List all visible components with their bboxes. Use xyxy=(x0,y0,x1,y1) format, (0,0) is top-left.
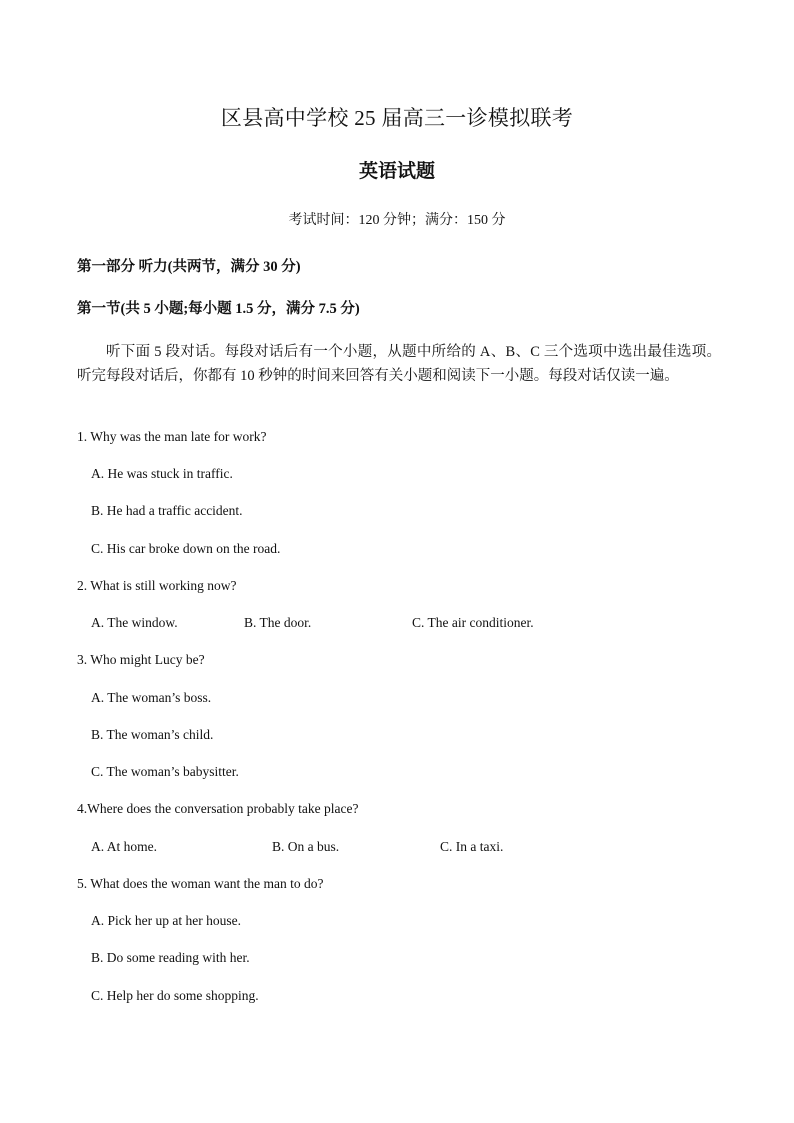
question-2-option-b: B. The door. xyxy=(244,615,312,630)
question-1-stem: 1. Why was the man late for work? xyxy=(77,429,267,444)
question-4-option-b: B. On a bus. xyxy=(272,839,340,854)
question-5-option-b: B. Do some reading with her. xyxy=(91,950,250,965)
section1-heading: 第一节(共 5 小题;每小题 1.5 分，满分 7.5 分) xyxy=(77,301,360,317)
question-2-option-a: A. The window. xyxy=(91,615,178,630)
question-5-option-c: C. Help her do some shopping. xyxy=(91,988,259,1003)
question-4-stem: 4.Where does the conversation probably take place? xyxy=(77,801,359,816)
part1-heading: 第一部分 听力(共两节，满分 30 分) xyxy=(77,259,301,275)
question-4-option-c: C. In a taxi. xyxy=(440,839,504,854)
exam-title: 区县高中学校 25 届高三一诊模拟联考 xyxy=(220,106,574,130)
section1-instruction: 听下面 5 段对话。每段对话后有一个小题，从题中所给的 A、B、C 三个选项中选出最佳选项。听完每段对话后，你都有 10 秒钟的时间来回答有关小题和阅读下一小题。每段对话仅读一遍。 xyxy=(77,344,721,384)
question-2-stem: 2. What is still working now? xyxy=(77,578,237,593)
question-3-option-b: B. The woman’s child. xyxy=(91,727,214,742)
question-1-option-b: B. He had a traffic accident. xyxy=(91,503,243,518)
question-4-option-a: A. At home. xyxy=(91,839,157,854)
question-3-stem: 3. Who might Lucy be? xyxy=(77,652,205,667)
question-5-option-a: A. Pick her up at her house. xyxy=(91,913,241,928)
exam-info: 考试时间：120 分钟；满分：150 分 xyxy=(288,213,506,228)
question-1-option-c: C. His car broke down on the road. xyxy=(91,541,281,556)
question-3-option-c: C. The woman’s babysitter. xyxy=(91,764,239,779)
question-2-option-c: C. The air conditioner. xyxy=(412,615,534,630)
question-5-stem: 5. What does the woman want the man to do? xyxy=(77,876,324,891)
question-1-option-a: A. He was stuck in traffic. xyxy=(91,466,233,481)
subject-title: 英语试题 xyxy=(358,161,435,182)
question-3-option-a: A. The woman’s boss. xyxy=(91,690,212,705)
